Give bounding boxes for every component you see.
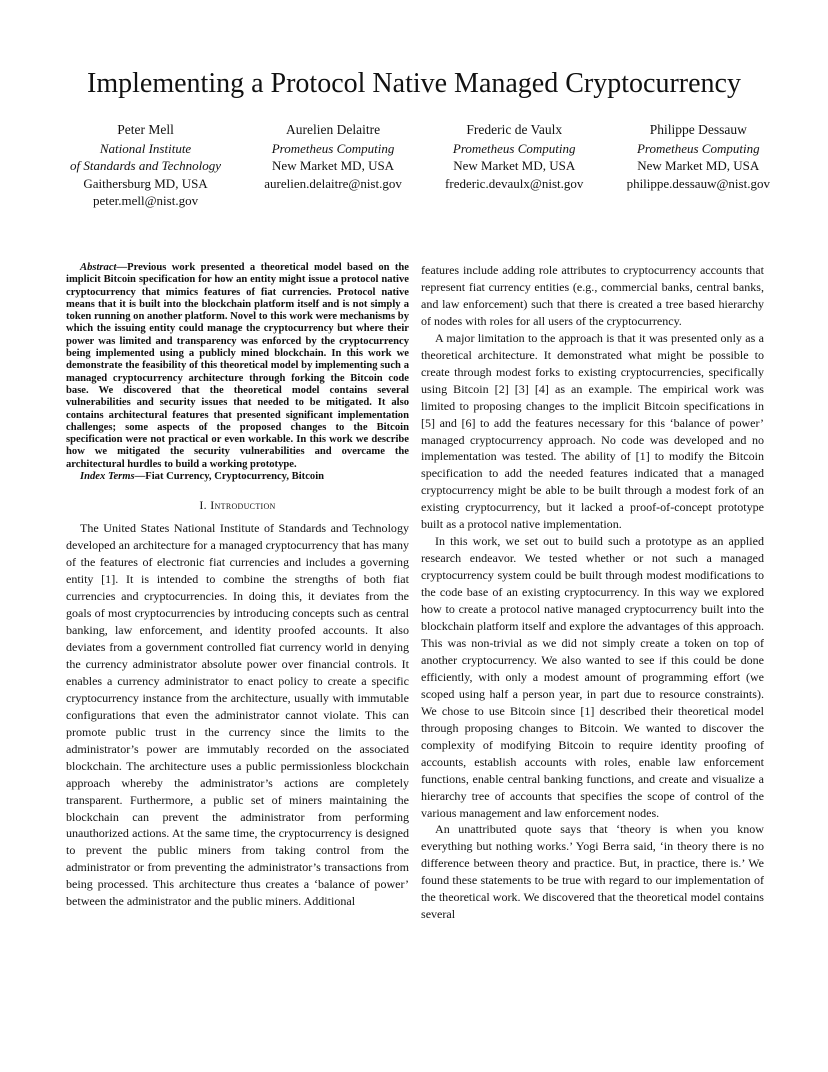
author-location: New Market MD, USA [272,158,395,173]
left-column [66,262,409,910]
author-name: Frederic de Vaulx [466,122,563,137]
right-column [421,262,764,923]
author-affiliation: National Institute [99,140,192,156]
author-email: aurelien.delaitre@nist.gov [264,175,402,191]
index-terms-text: —Fiat Currency, Cryptocurrency, Bitcoin [134,471,325,483]
author-location: New Market MD, USA [637,158,760,173]
author-2 [264,121,402,210]
body-paragraph: features include adding role attributes to cryptocurrency accounts that represent fiat currency entities (e.g., commercial banks, central banks, and law enforcement) such that there is created a tree based hierarchy of nodes with roles for all users of the cryptocurrency. [421,263,764,328]
author-email: peter.mell@nist.gov [92,193,199,208]
author-1 [70,121,221,210]
index-terms [66,471,409,483]
body-paragraph: In this work, we set out to build such a prototype as an applied research endeavor. We tested whether or not such a managed cryptocurrency system could be built through modest modifications to the code base of an existing cryptocurrency. In this way we explored how to create a protocol native managed cryptocurrency built into the blockchain platform itself and explore the advantages of this approach. This was non-trivial as we did not simply create a token on top of another cryptocurrency. We also wanted to see if this could be done efficiently, with only a modest amount of programming effort (we scoped using half a person year, in part due to resource constraints). We chose to use Bitcoin since [1] described their theoretical model through proposing changes to Bitcoin. We wanted to discover the complexity of modifying Bitcoin to require identity proofing of accounts, establish accounts with roles, enable law enforcement functions, enable central banking functions, and create and visualize a hierarchy tree of accounts that specifies the scope of control of the various management and law enforcement nodes. [421,534,764,820]
body-paragraph: A major limitation to the approach is that it was presented only as a theoretical architecture. It demonstrated what might be possible to create through modest forks to existing cryptocurrencies, specifically using Bitcoin [2] [3] [4] as an example. The empirical work was limited to proposing changes to the implicit Bitcoin specifications in [5] and [6] to add the features necessary for this ‘balance of power’ managed cryptocurrency approach. No code was developed and no implementation was tested. The ability of [1] to modify the Bitcoin specification to add the needed features indicated that a managed cryptocurrency might be able to be built through a modest fork of an existing cryptocurrency, but it lacked a proof-of-concept prototype built as a protocol native implementation. [421,330,764,532]
author-affiliation: Prometheus Computing [636,140,760,156]
body-paragraph: The United States National Institute of Standards and Technology developed an architecture for a managed cryptocurrency that has many of the features of electronic fiat currencies and includes a governing entity [1]. It is intended to combine the strengths of both fiat currencies and cryptocurrencies. In doing this, it deviates from the goals of most cryptocurrencies by introducing concepts such as central banking, law enforcement, and identity proofed accounts. It also deviates from a government controlled fiat currency world in denying the currency administrator absolute power over financial controls. It enables a currency administrator to enact policy to create a specific cryptocurrency instance from the architecture, usually with immutable configurations that even the administrator cannot violate. This can promote public trust in the currency since the limits to the administrator’s power are immutably recorded on the associated blockchain. The architecture uses a public permissionless blockchain approach whereby the administrator’s actions are completely transparent. Furthermore, a public set of miners maintaining the blockchain can prevent the administrator from performing unauthorized actions. At the same time, the cryptocurrency is designed to prevent the public miners from taking control from the administrator or from preventing the administrator’s transactions from being processed. This architecture thus creates a ‘balance of power’ between the administrator and the public miners. Additional [66,521,409,909]
author-affiliation: Prometheus Computing [271,140,395,156]
paper-title: Implementing a Protocol Native Managed Cryptocurrency [87,68,741,99]
author-email: frederic.devaulx@nist.gov [445,175,584,191]
body-paragraph: An unattributed quote says that ‘theory is when you know everything but nothing works.’ Yogi Berra said, ‘in theory there is no difference between theory and practice. But, in practice, there is.’ We found these statements to be true with regard to our implementation of the theoretical work. We discovered that the theoretical model contains several [421,822,764,922]
abstract-text: —Previous work presented a theoretical model based on the implicit Bitcoin specification for how an entity might issue a protocol native cryptocurrency that mimics features of fiat currencies. Protocol native means that it is built into the blockchain platform itself and is not simply a token running on another platform. Novel to this work were mechanisms by which the issuing entity could manage the cryptocurrency but where their power was limited and transparency was enforced by the cryptocurrency being implemented using a publicly mined blockchain. In this work we demonstrate the feasibility of this theoretical model by implementing such a managed cryptocurrency architecture through forking the Bitcoin code base. We discovered that the theoretical model contains several vulnerabilities and security issues that needed to be mitigated. It also contains architectural features that presented significant implementation challenges; some aspects of the proposed changes to the Bitcoin specification were not practical or even workable. In this work we describe how we mitigated the security vulnerabilities and overcame the architectural hurdles to build a working prototype. [66,262,409,470]
section-heading: I. Introduction [199,498,276,513]
author-4 [627,121,770,210]
author-location: Gaithersburg MD, USA [83,175,208,191]
author-location: New Market MD, USA [453,158,576,173]
abstract [66,262,409,471]
author-3 [445,121,583,210]
author-name: Aurelien Delaitre [286,122,381,137]
author-email: philippe.dessauw@nist.gov [626,175,770,191]
author-name: Peter Mell [117,122,174,137]
abstract-label: Abstract [80,262,117,273]
author-affiliation: Prometheus Computing [452,140,576,156]
index-terms-label: Index Terms [80,471,135,483]
author-block [70,121,770,210]
author-name: Philippe Dessauw [649,122,747,137]
author-affiliation-line2: of Standards and Technology [70,158,222,173]
